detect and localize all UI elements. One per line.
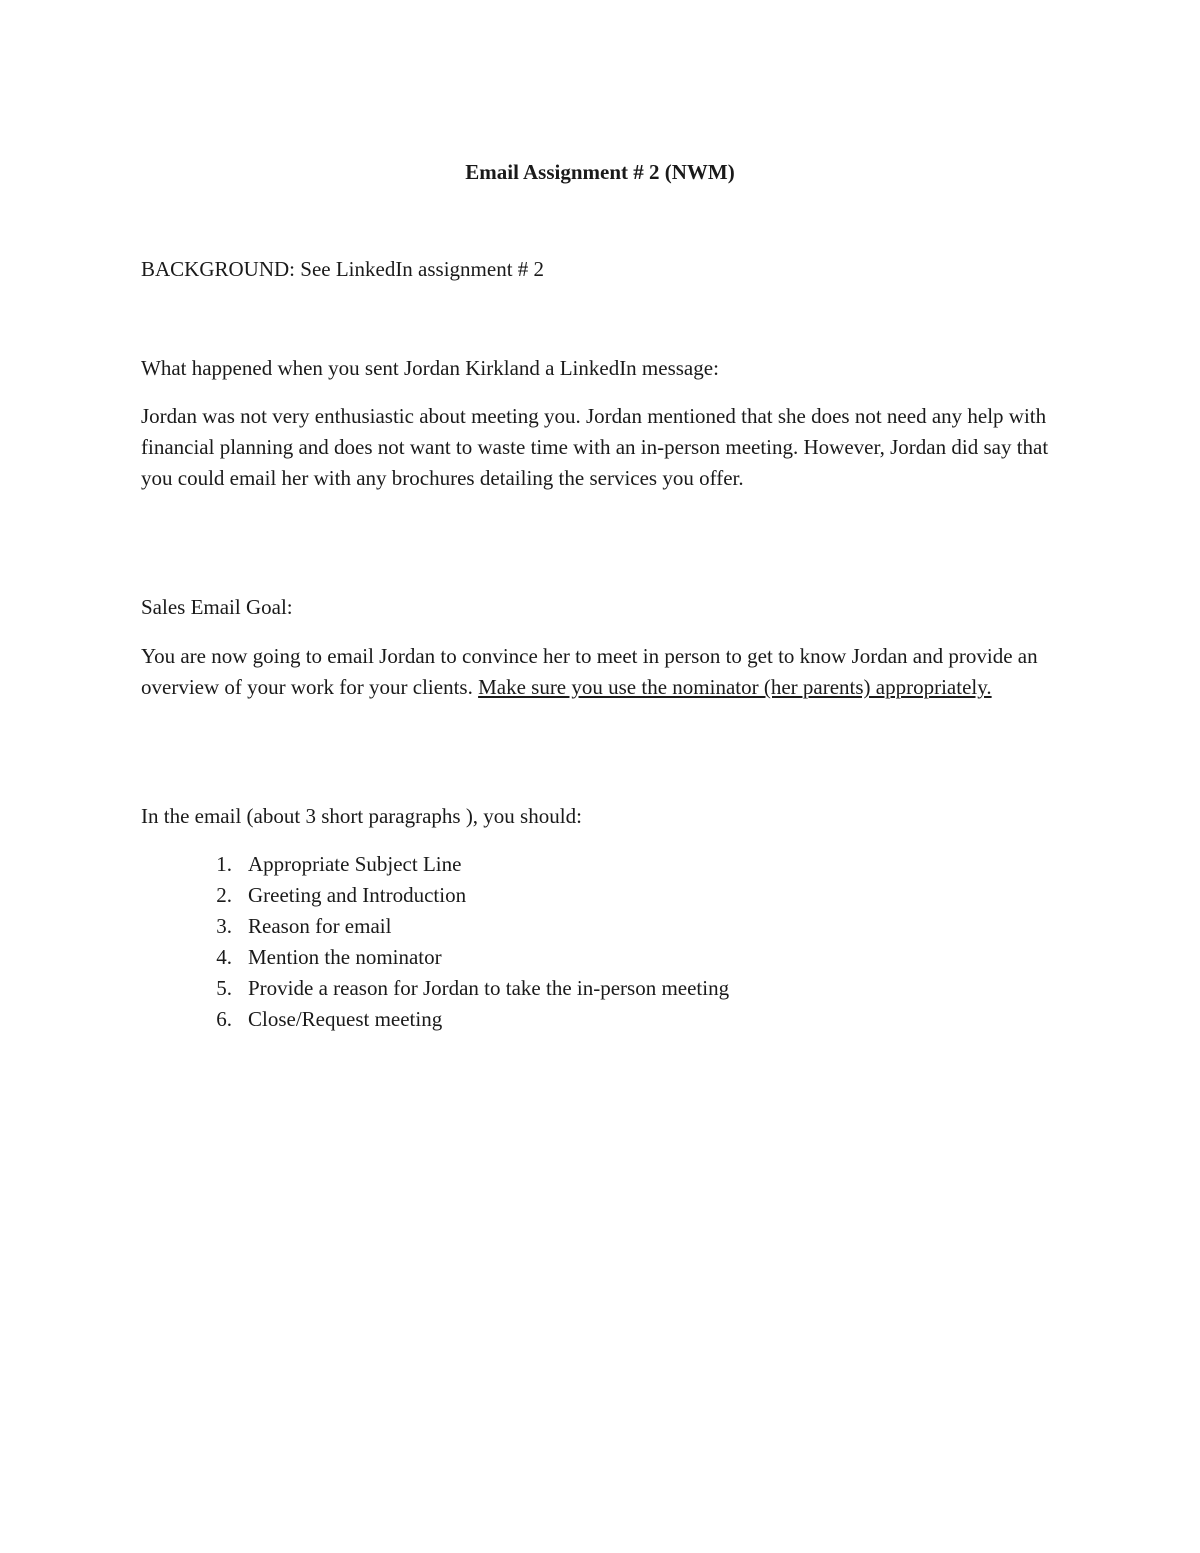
list-item-text: Provide a reason for Jordan to take the in-person meeting [248,976,730,1000]
list-item-number: 5. [216,976,232,1000]
list-item [141,849,729,880]
list-item [141,942,729,973]
list-item-number: 3. [216,914,232,938]
background-line: BACKGROUND: See LinkedIn assignment # 2 [141,257,545,281]
goal-text: You are now going to email Jordan to convince her to meet in person to get to know Jordan and provide an overview of your work for your clients. [141,644,1038,699]
list-item-number: 6. [216,1007,232,1031]
list-item [141,880,729,911]
document-title: Email Assignment # 2 (NWM) [465,160,735,184]
list-item-text: Mention the nominator [248,945,442,969]
what-happened-heading: What happened when you sent Jordan Kirkland a LinkedIn message: [141,356,719,380]
list-item-text: Close/Request meeting [248,1007,443,1031]
goal-underlined-text: Make sure you use the nominator (her parents) appropriately. [478,675,992,699]
list-item-number: 1. [216,852,232,876]
goal-heading: Sales Email Goal: [141,595,293,619]
list-item [141,911,729,942]
list-item-number: 2. [216,883,232,907]
instructions-heading: In the email (about 3 short paragraphs ), you should: [141,804,582,828]
list-item-text: Reason for email [248,914,392,938]
list-item-text: Greeting and Introduction [248,883,467,907]
what-happened-paragraph: Jordan was not very enthusiastic about meeting you. Jordan mentioned that she does not need any help with financial planning and does not want to waste time with an in-person meeting. However, Jordan did say that you could email her with any brochures detailing the services you offer. [141,404,1049,490]
goal-paragraph [141,641,1051,703]
list-item-text: Appropriate Subject Line [248,852,462,876]
list-item [141,1004,729,1035]
list-item [141,973,729,1004]
instructions-list [141,849,729,1035]
list-item-number: 4. [216,945,232,969]
